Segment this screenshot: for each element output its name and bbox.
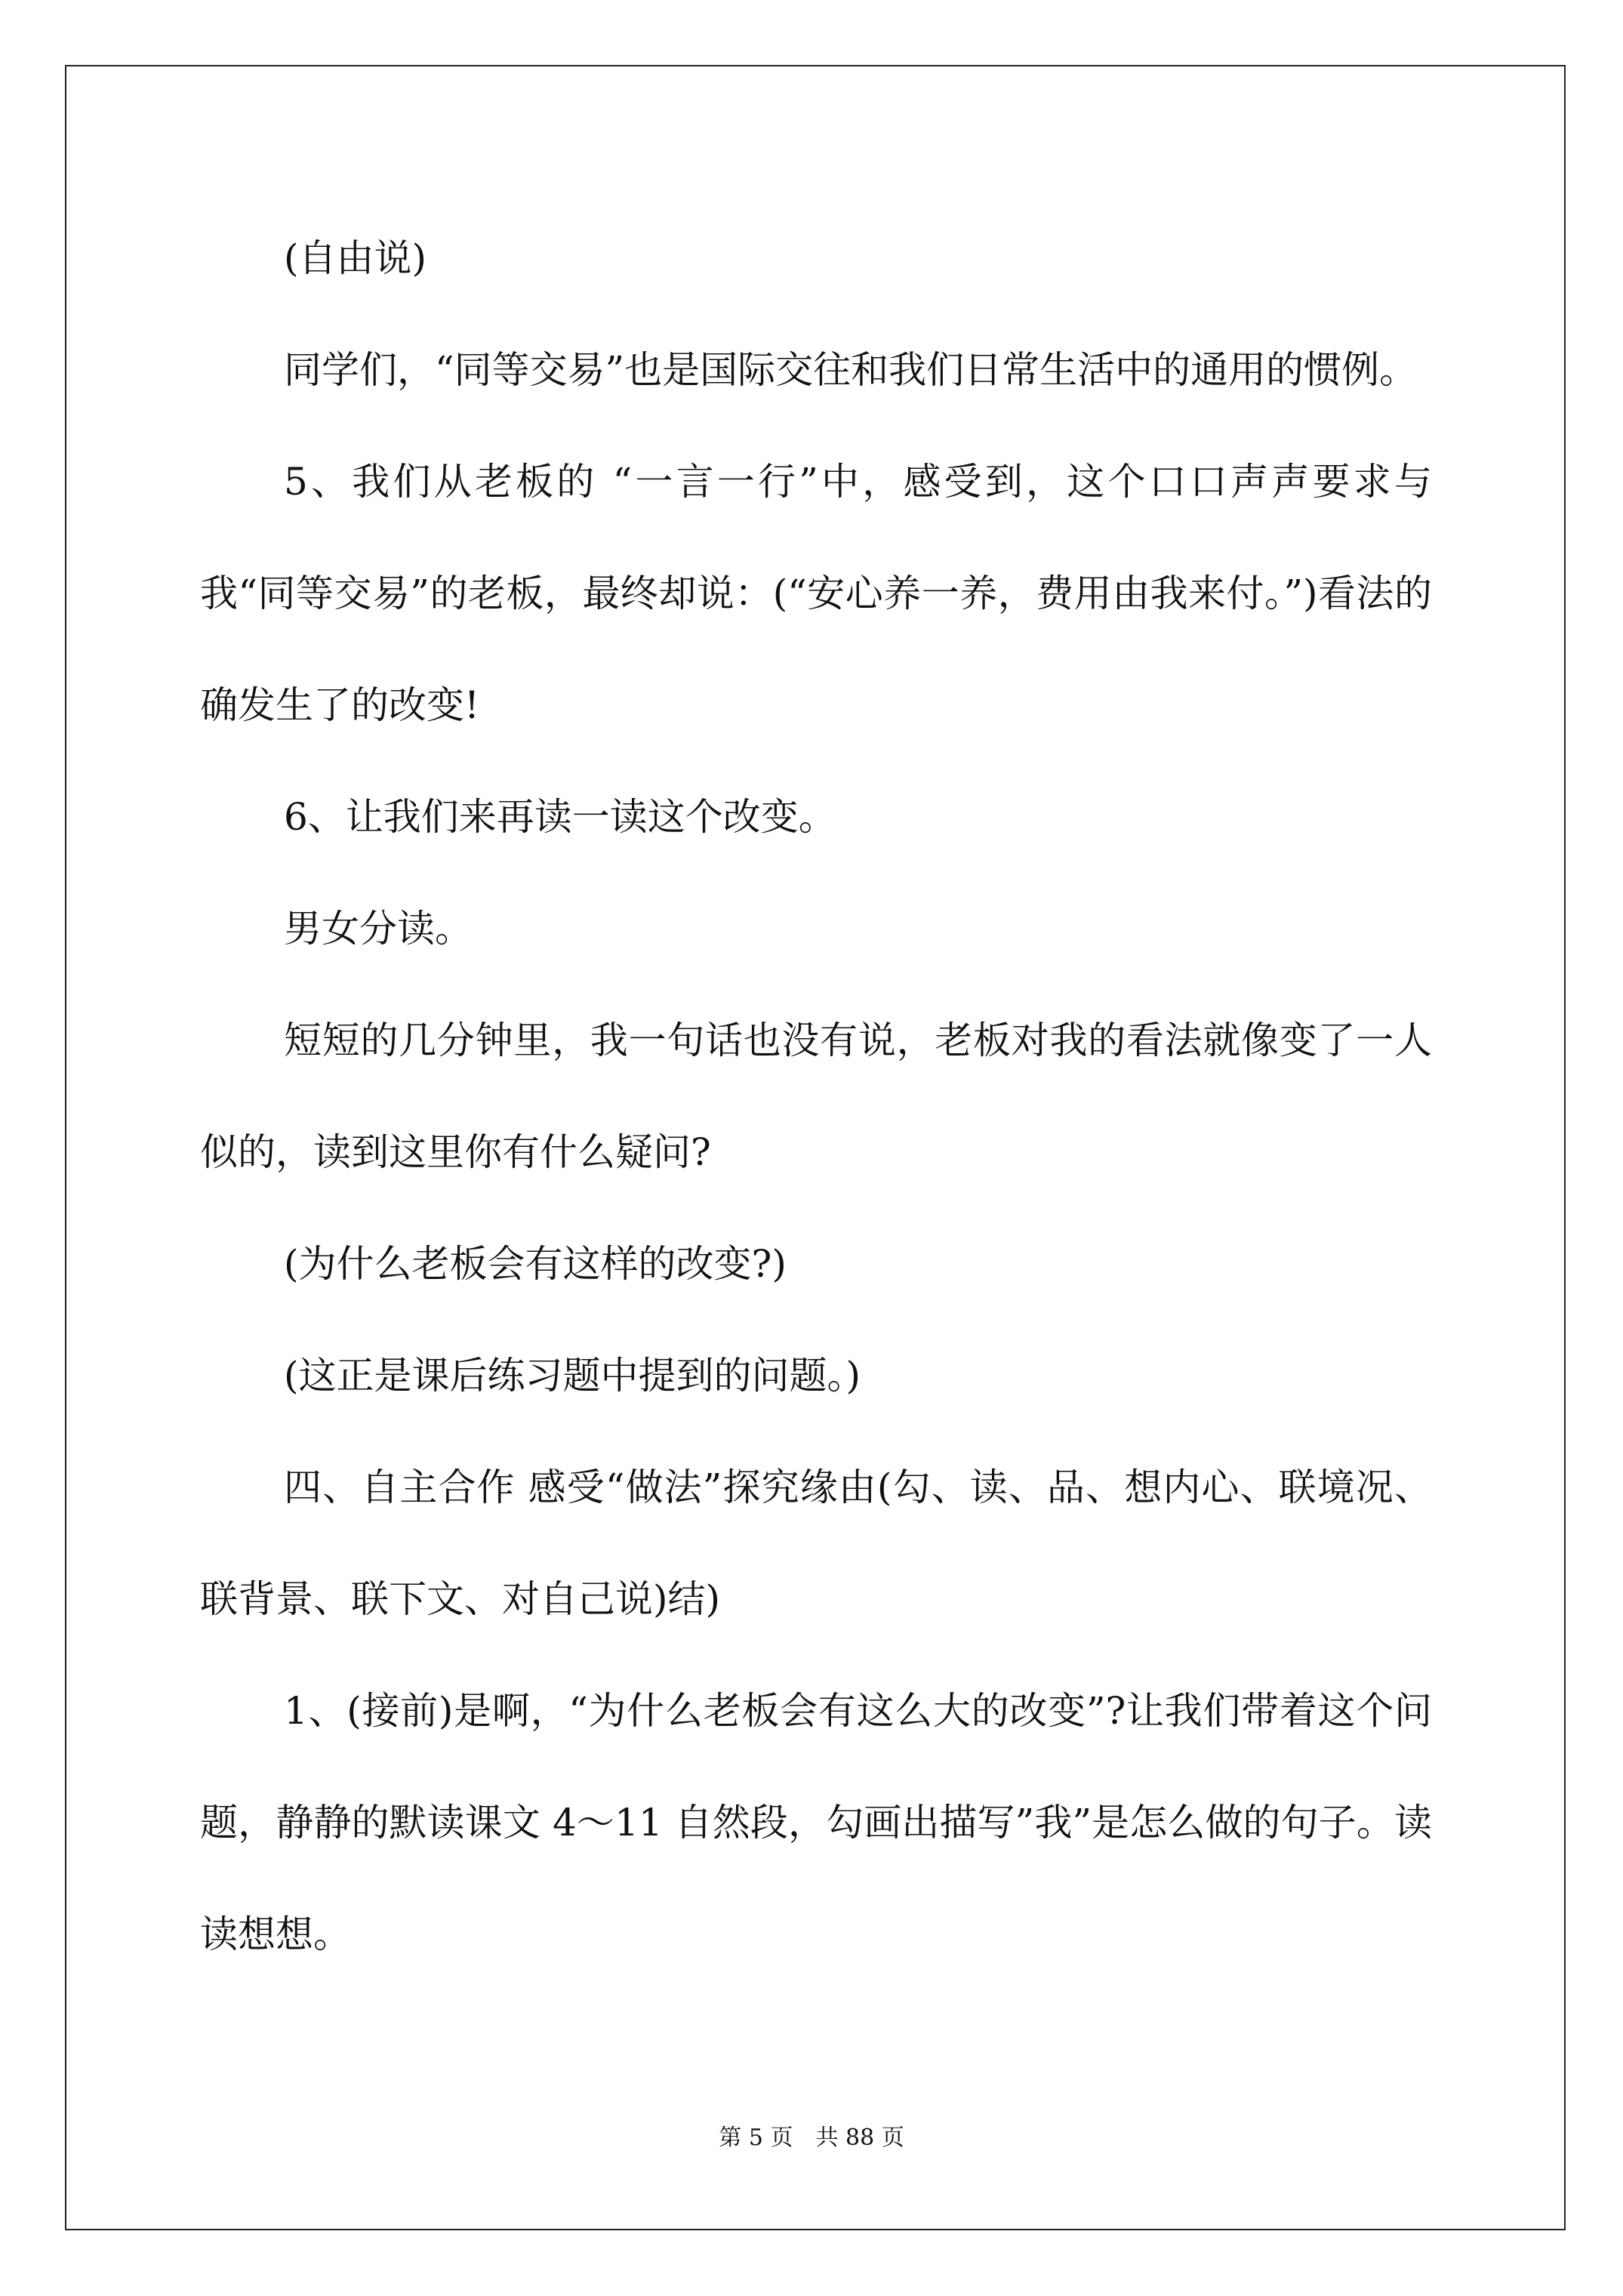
page-number-footer: 第 5 页 共 88 页 (719, 2125, 904, 2151)
paragraph: 6、让我们来再读一读这个改变。 (284, 795, 836, 839)
paragraph: (这正是课后练习题中提到的问题。) (284, 1354, 861, 1398)
paragraph: 5、我们从老板的 “一言一行”中，感受到，这个口口声声要求与我“同等交易”的老板，最终却说：(“安心养一养，费用由我来付。”)看法的确发生了的改变! (200, 460, 1432, 727)
paragraph: 1、(接前)是啊，“为什么老板会有这么大的改变”?让我们带着这个问题，静静的默读课文 4～11 自然段，勾画出描写”我”是怎么做的句子。读读想想。 (200, 1689, 1432, 1956)
paragraph: 短短的几分钟里，我一句话也没有说，老板对我的看法就像变了一人似的，读到这里你有什么疑问? (200, 1019, 1432, 1174)
paragraph: 同学们，“同等交易”也是国际交往和我们日常生活中的通用的惯例。 (284, 348, 1418, 392)
paragraph: 四、自主合作 感受“做法”探究缘由(勾、读、品、想内心、联境况、联背景、联下文、对自己说)结) (200, 1465, 1432, 1621)
paragraph: (为什么老板会有这样的改变?) (284, 1242, 787, 1286)
document-body (200, 202, 1432, 1990)
paragraph: (自由说) (284, 236, 427, 280)
paragraph: 男女分读。 (284, 907, 473, 951)
